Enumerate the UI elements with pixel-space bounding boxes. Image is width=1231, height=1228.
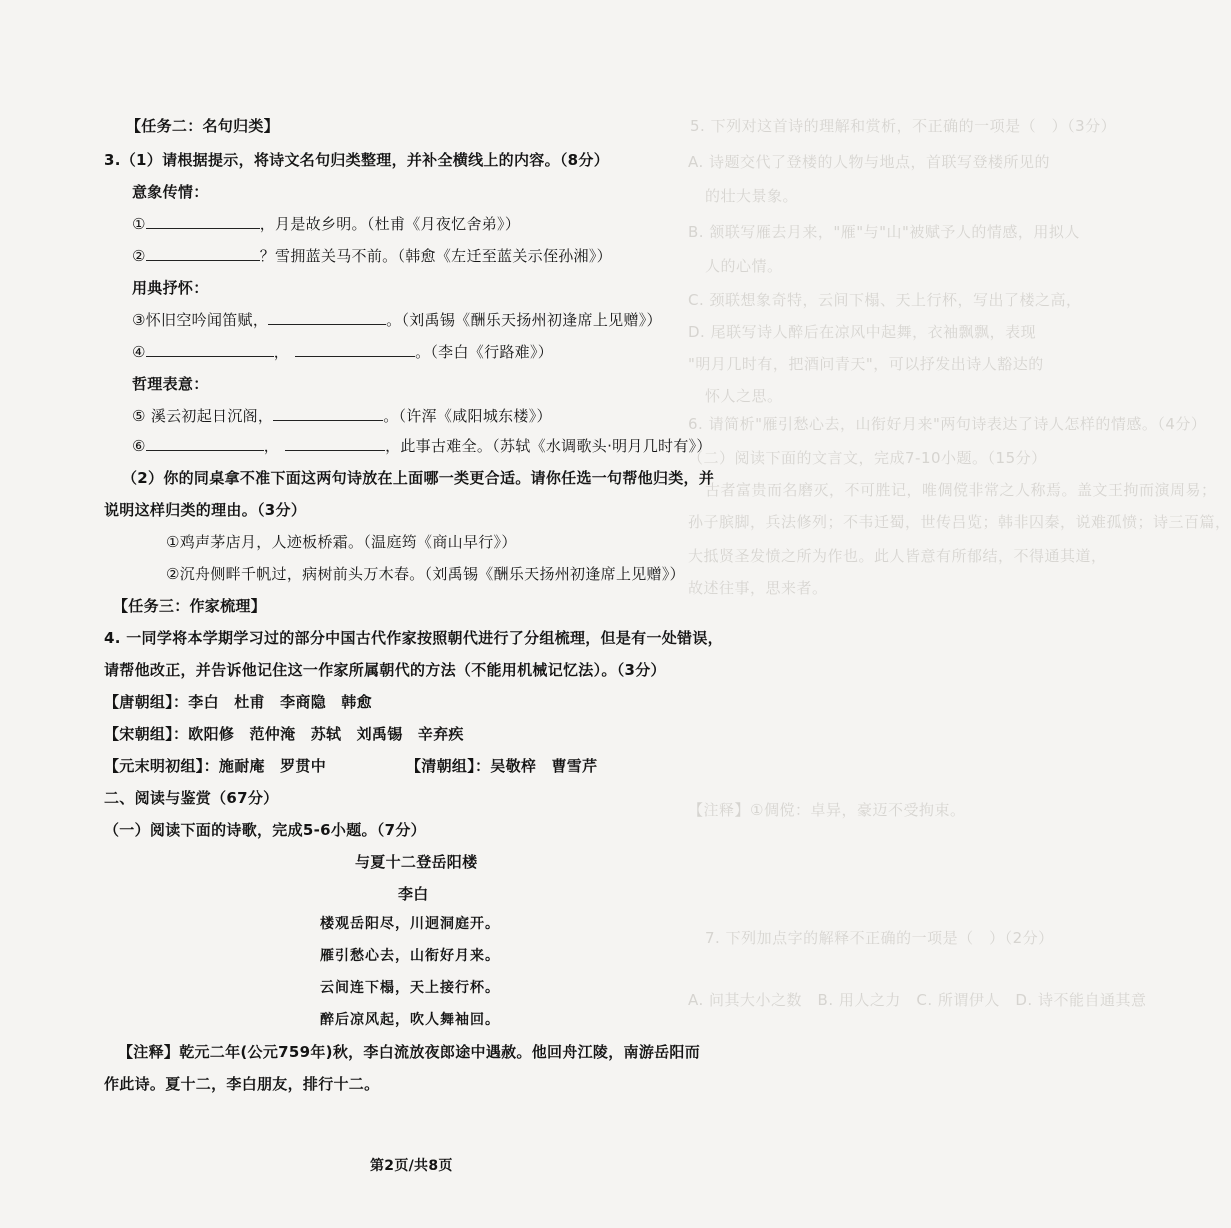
poem-title: 与夏十二登岳阳楼: [355, 853, 478, 871]
item-number: ①: [132, 215, 146, 233]
category-philosophy: 哲理表意：: [132, 375, 209, 393]
line-text: ，: [273, 343, 290, 361]
fill-line-4: [132, 342, 553, 362]
item-number: ④: [132, 343, 146, 361]
group-yuan-ming: 【元末明初组】：施耐庵 罗贯中: [104, 757, 327, 775]
poem-author: 李白: [398, 885, 429, 903]
category-imagery: 意象传情：: [132, 183, 209, 201]
option-2: ②沉舟侧畔千帆过，病树前头万木春。（刘禹锡《酬乐天扬州初逢席上见赠》）: [166, 565, 685, 583]
answer-blank[interactable]: [146, 214, 260, 229]
answer-blank[interactable]: [273, 406, 383, 421]
answer-blank[interactable]: [146, 436, 264, 451]
item-number: ⑥: [132, 437, 146, 455]
question-3-1: 3.（1）请根据提示，将诗文名句归类整理，并补全横线上的内容。（8分）: [104, 151, 610, 169]
poem-line-1: 楼观岳阳尽，川迥洞庭开。: [320, 916, 500, 932]
poem-line-4: 醉后凉风起，吹人舞袖回。: [320, 1012, 500, 1028]
answer-blank[interactable]: [268, 310, 386, 325]
line-text: ，此事古难全。（苏轼《水调歌头·明月几时有》）: [385, 437, 712, 455]
bleed-line: C. 颈联想象奇特，云间下榻、天上行杯，写出了楼之高，: [688, 291, 1082, 309]
line-text: 。（李白《行路难》）: [415, 343, 554, 361]
bleed-line: "明月几时有，把酒问青天"，可以抒发出诗人豁达的: [688, 355, 1044, 373]
bleed-line: 古者富贵而名磨灭，不可胜记，唯倜傥非常之人称焉。盖文王拘而演周易；: [705, 481, 1217, 499]
poem-note-line2: 作此诗。夏十二，李白朋友，排行十二。: [104, 1075, 380, 1093]
poem-note-line1: 【注释】乾元二年(公元759年)秋，李白流放夜郎途中遇赦。他回舟江陵，南游岳阳而: [118, 1043, 701, 1061]
bleed-line: 人的心情。: [705, 257, 783, 275]
option-1: ①鸡声茅店月，人迹板桥霜。（温庭筠《商山早行》）: [166, 533, 517, 551]
line-text: ③怀旧空吟闻笛赋，: [132, 311, 269, 329]
line-text: ⑤ 溪云初起日沉阁，: [132, 407, 274, 425]
bleed-line: 7. 下列加点字的解释不正确的一项是（ ）（2分）: [705, 929, 1054, 947]
fill-line-6: [132, 436, 712, 456]
poem-line-2: 雁引愁心去，山衔好月来。: [320, 948, 500, 964]
bleed-line: A. 问其大小之数 B. 用人之力 C. 所谓伊人 D. 诗不能自通其意: [688, 991, 1147, 1009]
line-text: ？雪拥蓝关马不前。（韩愈《左迁至蓝关示侄孙湘》）: [259, 247, 612, 265]
section-2-heading: 二、阅读与鉴赏（67分）: [104, 789, 279, 807]
question-4-line1: 4. 一同学将本学期学习过的部分中国古代作家按照朝代进行了分组梳理，但是有一处错误，: [104, 629, 723, 647]
item-number: ②: [132, 247, 146, 265]
bleed-line: D. 尾联写诗人醉后在凉风中起舞，衣袖飘飘，表现: [688, 323, 1037, 341]
fill-line-2: [132, 246, 612, 266]
group-tang: 【唐朝组】：李白 杜甫 李商隐 韩愈: [104, 693, 372, 711]
fill-line-3: [132, 310, 662, 330]
question-3-2-line1: （2）你的同桌拿不准下面这两句诗放在上面哪一类更合适。请你任选一句帮他归类，并: [122, 469, 715, 487]
bleed-line: 6. 请简析"雁引愁心去，山衔好月来"两句诗表达了诗人怎样的情感。（4分）: [688, 415, 1207, 433]
task3-heading: 【任务三：作家梳理】: [113, 597, 267, 615]
task2-heading: 【任务二：名句归类】: [126, 117, 280, 135]
group-song: 【宋朝组】：欧阳修 范仲淹 苏轼 刘禹锡 辛弃疾: [104, 725, 464, 743]
line-text: ，: [263, 437, 280, 455]
bleed-line: 故述往事，思来者。: [688, 579, 828, 597]
answer-blank[interactable]: [285, 436, 385, 451]
bleed-line: 孙子膑脚，兵法修列；不韦迁蜀，世传吕览；韩非囚秦，说难孤愤；诗三百篇，: [688, 513, 1231, 531]
bleed-line: 【注释】①倜傥：卓异，豪迈不受拘束。: [688, 801, 966, 819]
line-text: 。（刘禹锡《酬乐天扬州初逢席上见赠》）: [386, 311, 662, 329]
bleed-line: 大抵贤圣发愤之所为作也。此人皆意有所郁结，不得通其道，: [688, 547, 1107, 565]
bleed-line: B. 颔联写雁去月来，"雁"与"山"被赋予人的情感，用拟人: [688, 223, 1080, 241]
bleed-line: 5. 下列对这首诗的理解和赏析，不正确的一项是（ ）（3分）: [690, 117, 1117, 135]
bleed-line: （二）阅读下面的文言文，完成7-10小题。（15分）: [688, 449, 1047, 467]
bleed-line: 怀人之思。: [705, 387, 783, 405]
fill-line-1: [132, 214, 520, 234]
question-3-2-line2: 说明这样归类的理由。（3分）: [104, 501, 307, 519]
line-text: ，月是故乡明。（杜甫《月夜忆舍弟》）: [259, 215, 521, 233]
poem-line-3: 云间连下榻，天上接行杯。: [320, 980, 500, 996]
group-qing: 【清朝组】：吴敬梓 曹雪芹: [406, 757, 598, 775]
answer-blank[interactable]: [295, 342, 415, 357]
answer-blank[interactable]: [146, 342, 274, 357]
section-2-sub-1: （一）阅读下面的诗歌，完成5-6小题。（7分）: [104, 821, 426, 839]
fill-line-5: [132, 406, 552, 426]
bleed-line: 的壮大景象。: [705, 187, 799, 205]
line-text: 。（许浑《咸阳城东楼》）: [383, 407, 552, 425]
question-4-line2: 请帮他改正，并告诉他记住这一作家所属朝代的方法（不能用机械记忆法）。（3分）: [104, 661, 666, 679]
page-number: 第2页/共8页: [370, 1158, 453, 1174]
bleed-line: A. 诗题交代了登楼的人物与地点，首联写登楼所见的: [688, 153, 1051, 171]
category-allusion: 用典抒怀：: [132, 279, 209, 297]
answer-blank[interactable]: [146, 246, 260, 261]
